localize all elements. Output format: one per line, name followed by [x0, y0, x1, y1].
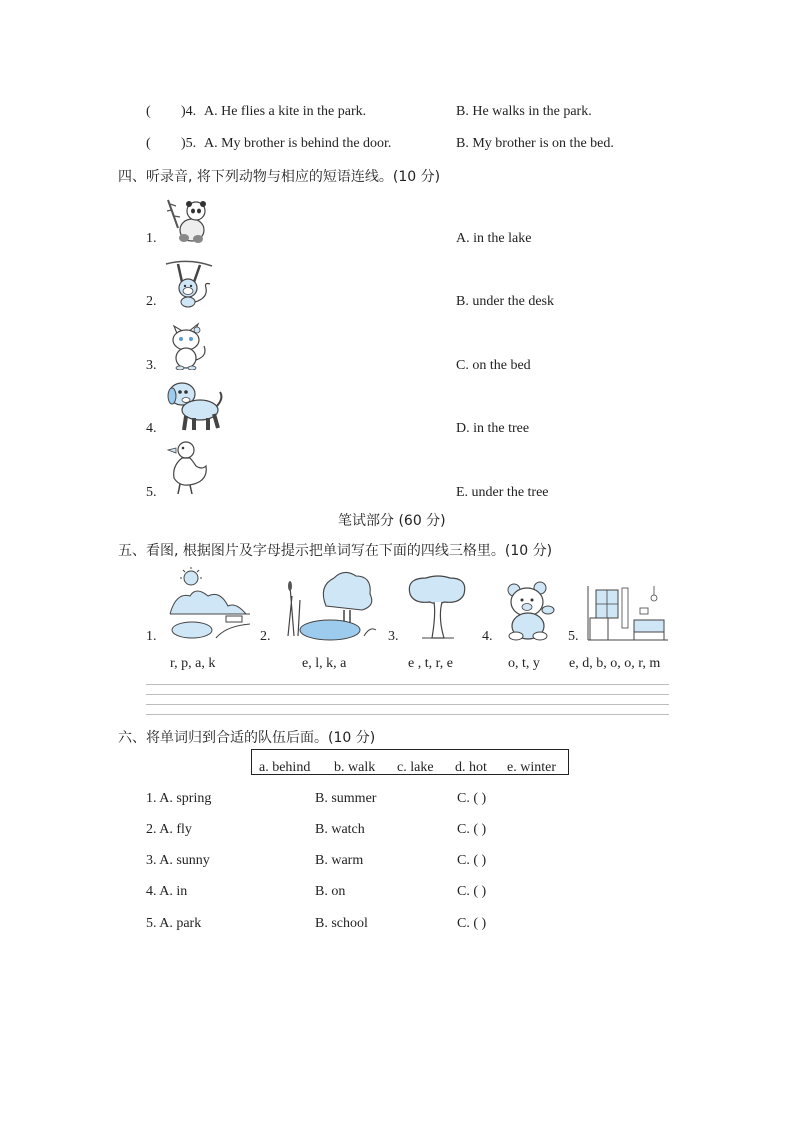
dog-icon [164, 378, 224, 434]
option-b: B. summer [315, 791, 377, 806]
phrase-b: B. under the desk [456, 294, 554, 309]
teddy-bear-icon [502, 580, 558, 642]
item-number: )5. [181, 136, 197, 151]
phrase-c: C. on the bed [456, 358, 531, 373]
item-number: 5. [568, 629, 579, 644]
answer-blank[interactable]: C. ( ) [457, 822, 487, 837]
option-a: 4. A. in [146, 884, 188, 899]
option-a: 5. A. park [146, 916, 202, 931]
section4-title: 四、听录音, 将下列动物与相应的短语连线。(10 分) [118, 169, 441, 185]
park-icon [166, 566, 252, 644]
phrase-e: E. under the tree [456, 485, 549, 500]
item-number: 3. [388, 629, 399, 644]
tree-icon [404, 574, 470, 642]
section6-title: 六、将单词归到合适的队伍后面。(10 分) [118, 730, 376, 746]
letter-hint: e, l, k, a [302, 656, 347, 671]
word-bank-item: c. lake [397, 760, 434, 775]
monkey-icon [164, 258, 214, 308]
answer-blank[interactable]: C. ( ) [457, 791, 487, 806]
item-number: 1. [146, 629, 157, 644]
option-a: 2. A. fly [146, 822, 192, 837]
option-b: B. warm [315, 853, 364, 868]
word-bank-item: b. walk [334, 760, 376, 775]
option-b: B. My brother is on the bed. [456, 136, 614, 151]
option-a: A. My brother is behind the door. [204, 136, 392, 151]
bedroom-icon [586, 584, 670, 642]
written-part-heading: 笔试部分 (60 分) [338, 513, 446, 529]
answer-blank[interactable]: C. ( ) [457, 853, 487, 868]
answer-paren-open[interactable]: ( [146, 104, 151, 119]
guide-line [146, 694, 669, 695]
phrase-d: D. in the tree [456, 421, 530, 436]
item-number: 4. [482, 629, 493, 644]
guide-line [146, 704, 669, 705]
item-number: )4. [181, 104, 197, 119]
row-number: 5. [146, 485, 157, 500]
option-a: 3. A. sunny [146, 853, 210, 868]
option-a: 1. A. spring [146, 791, 212, 806]
cat-icon [164, 320, 212, 370]
item-number: 2. [260, 629, 271, 644]
letter-hint: e , t, r, e [408, 656, 453, 671]
row-number: 3. [146, 358, 157, 373]
letter-hint: e, d, b, o, o, r, m [569, 656, 661, 671]
option-b: B. watch [315, 822, 365, 837]
panda-icon [164, 198, 212, 244]
answer-paren-open[interactable]: ( [146, 136, 151, 151]
answer-blank[interactable]: C. ( ) [457, 916, 487, 931]
row-number: 1. [146, 231, 157, 246]
answer-blank[interactable]: C. ( ) [457, 884, 487, 899]
section5-title: 五、看图, 根据图片及字母提示把单词写在下面的四线三格里。(10 分) [118, 543, 553, 559]
option-b: B. He walks in the park. [456, 104, 592, 119]
row-number: 4. [146, 421, 157, 436]
word-bank-item: e. winter [507, 760, 556, 775]
duck-icon [166, 440, 210, 496]
letter-hint: o, t, y [508, 656, 540, 671]
word-bank-item: d. hot [455, 760, 487, 775]
phrase-a: A. in the lake [456, 231, 532, 246]
guide-line [146, 684, 669, 685]
option-a: A. He flies a kite in the park. [204, 104, 367, 119]
option-b: B. school [315, 916, 368, 931]
word-bank-item: a. behind [259, 760, 311, 775]
row-number: 2. [146, 294, 157, 309]
guide-line [146, 714, 669, 715]
option-b: B. on [315, 884, 346, 899]
lake-icon [284, 566, 380, 644]
letter-hint: r, p, a, k [170, 656, 216, 671]
